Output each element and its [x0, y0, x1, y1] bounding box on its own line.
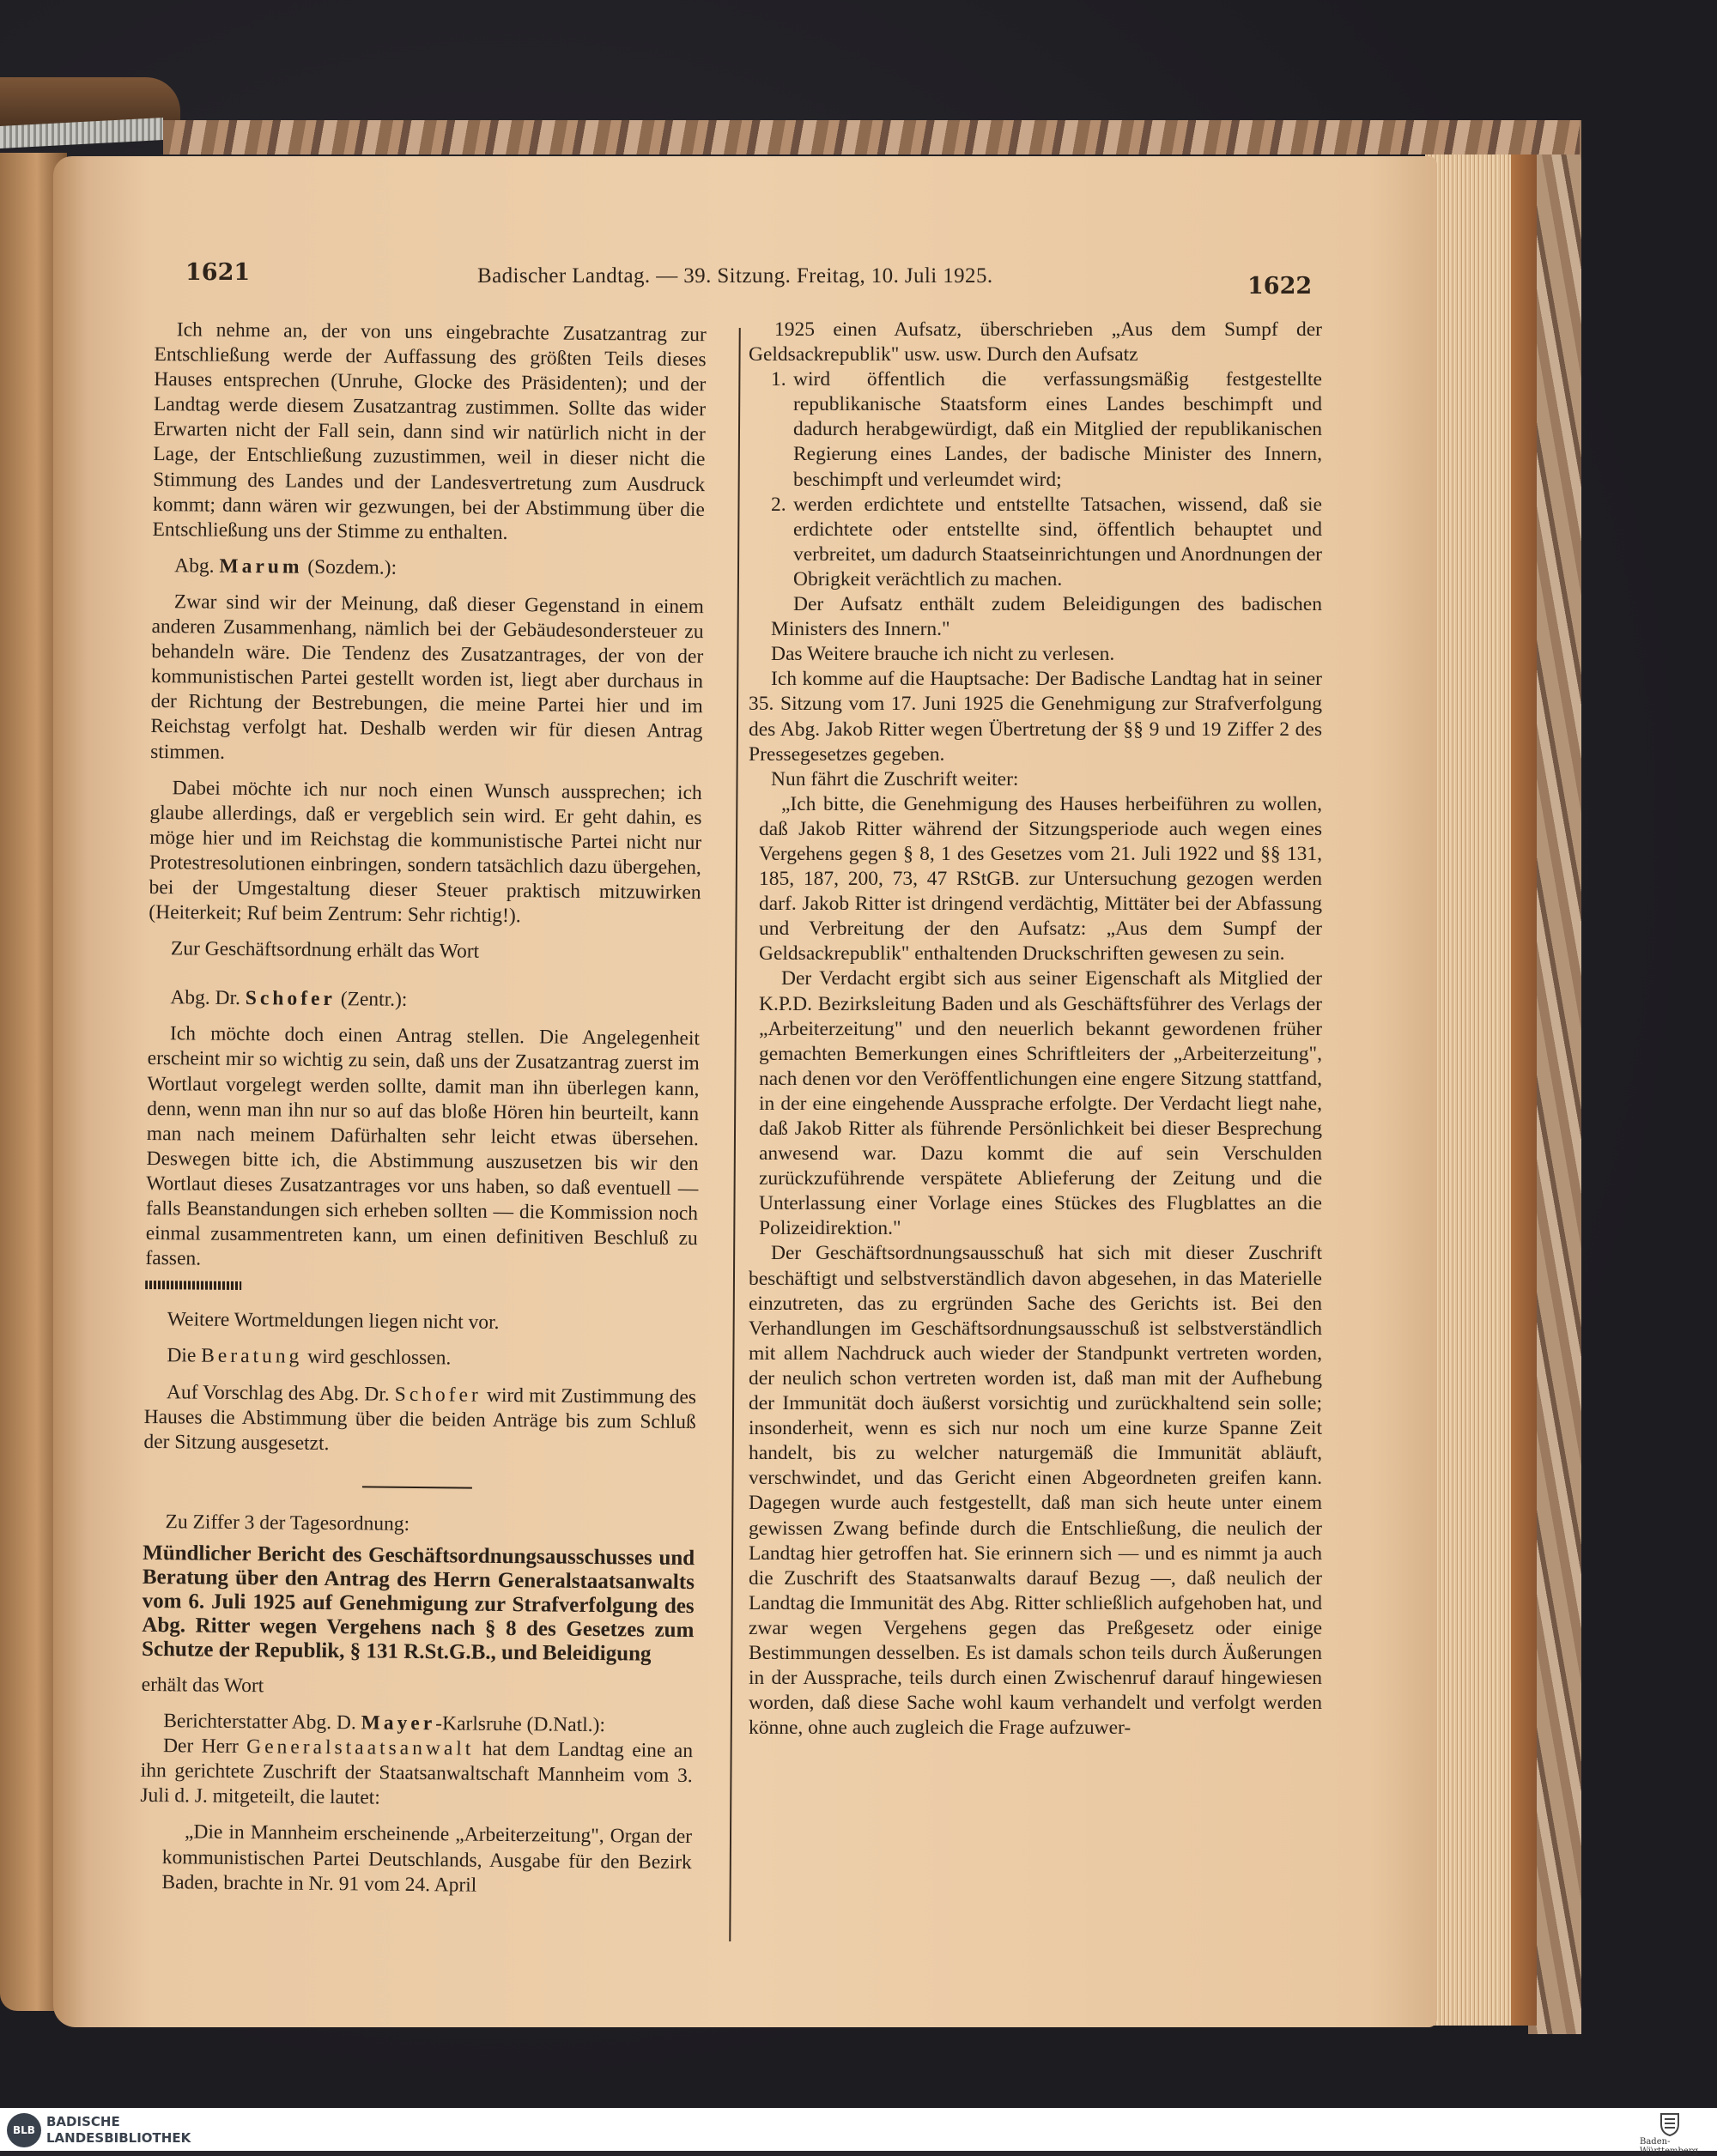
library-line-2: LANDESBIBLIOTHEK [46, 2130, 191, 2146]
paragraph: Ich möchte doch einen Antrag stellen. Die Angelegenheit erscheint mir so wichtig zu sein, daß uns der Zusatzantrag zuerst im Wortlaut vorgelegt werden sollte, damit man ihn überlegen kann, denn, wenn man ihn nur so auf das bloße Hören hin beurteilt, kann man nach meinem Dafürhalten sehr leicht etwas übersehen. Deswegen bitte ich, die Abstimmung auszusetzen bis wir den Wortlaut dieses Zusatzantrages vor uns haben, so daß eventuell — falls Beanstandungen sich erheben sollten — die Kommission noch einmal zusammentreten kann, um einen definitiven Beschluß zu fassen. [145, 1022, 701, 1270]
paragraph: Zwar sind wir der Meinung, daß dieser Gegenstand in einem anderen Zusammenhang, nämlich bei der Gebäudesondersteuer zu behandeln wäre. Die Tendenz des Zusatzantrages, der von der kommunistischen Partei gestellt worden ist, liegt aber durchaus in der Richtung der Bestrebungen, die meine Partei hier und im Reichstag verfolgt hat. Deshalb werden wir für diesen Antrag stimmen. [150, 590, 704, 764]
list-item [749, 367, 1322, 492]
blb-logo-icon[interactable]: BLB [7, 2113, 41, 2147]
coat-of-arms-icon[interactable] [1653, 2111, 1687, 2137]
paragraph: Nun fährt die Zuschrift weiter: [771, 767, 1019, 790]
quote-paragraph: „Ich bitte, die Genehmigung des Hauses herbeiführen zu wollen, daß Jakob Ritter während der Sitzungsperiode auch wegen eines Vergehens gegen § 8, 1 des Gesetzes vom 21. Juli 1922 und §§ 131, 185, 187, 200, 73, 47 RStGB. zur Untersuchung gezogen werden darf. Jakob Ritter ist dringend verdächtig, Mittäter bei der Abfassung und Verbreitung der den Aufsatz: „Aus dem Sumpf der Geldsackrepublik" enthaltenden Druckschriften gewesen zu sein. [759, 792, 1322, 966]
speaker-party: -Karlsruhe (D.Natl.): [435, 1712, 606, 1737]
paragraph [140, 1734, 693, 1814]
agenda-heading: Mündlicher Bericht des Geschäftsordnungsausschusses und Beratung über den Antrag des Herrn Generalstaatsanwalts vom 6. Juli 1925 auf Genehmigung zur Strafverfolgung des Abg. Ritter wegen Vergehens nach § 8 des Gesetzes zum Schutze der Republik, § 131 R.St.G.B., und Beleidigung [141, 1541, 695, 1666]
page-number-right: 1622 [1247, 273, 1313, 300]
right-column [749, 318, 1322, 1741]
quote-paragraph: Der Verdacht ergibt sich aus seiner Eigenschaft als Mitglied der K.P.D. Bezirksleitung Baden und als Geschäftsführer des Verlags der „Arbeiterzeitung" und den neuerlich bekannt gewordenen früher gemachten Bemerkungen eines Schriftleiters der „Arbeiterzeitung", nach denen vor den Veröffentlichungen eine engere Sitzung stattfand, in der eine eingehende Aussprache erfolgte. Der Verdacht liegt nahe, daß Jakob Ritter als führende Persönlichkeit bei dieser Besprechung anwesend war. Dazu kommt die auf sein Verschulden zurückzuführende verspätete Ablieferung der Zeitung und die Unterlassung einer Vorlage eines Stückes des Flugblattes an die Polizeidirektion." [759, 967, 1322, 1240]
list-number: 2. [771, 493, 786, 516]
paragraph: Der Geschäftsordnungsausschuß hat sich mit dieser Zuschrift beschäftigt und selbstverständlich davon abgesehen, in das Materielle einzutreten, das zu ergründen Sache des Gerichts ist. Bei den Verhandlungen im Geschäftsordnungsausschuß ist selbstverständlich mit allem Nachdruck auch wieder der Standpunkt vertreten worden, der neulich schon vertreten worden ist, daß man mit der Aufhebung der Immunität doch äußerst vorsichtig und zurückhaltend sein solle; insonderheit, wenn es sich nur noch um eine kurze Spanne Zeit handelt, bis zu welcher naturgemäß die Immunität abläuft, verschwindet, und das Gericht einen Abgeordneten greifen kann. Dagegen wurde auch festgestellt, daß man sich heute unter einem gewissen Zwang befinde durch die Entschließung, die neulich der Landtag hier getroffen hat. Sie erinnern sich — und es nimmt ja auch die Zuschrift des Staatsanwalts darauf Bezug —, daß neulich der Landtag die Immunität des Abg. Ritter schließlich aufgehoben hat, und zwar wegen Vergehens gegen das Preßgesetz oder einige Bestimmungen desselben. Es ist damals schon teils durch Äußerungen in der Aussprache, teils durch einen Zwischenruf darauf hingewiesen worden, daß diese Sache wohl kaum verhandelt und verfolgt werden könne, ohne auch zugleich die Frage aufzuwer- [749, 1242, 1322, 1740]
paragraph [144, 1343, 696, 1373]
speaker-party: (Zentr.): [340, 988, 408, 1012]
library-name[interactable] [46, 2114, 191, 2147]
paragraph: Ich komme auf die Hauptsache: Der Badische Landtag hat in seiner 35. Sitzung vom 17. Juni 1925 die Genehmigung zur Strafverfolgung des Abg. Jakob Ritter wegen Übertretung der §§ 9 und 19 Ziffer 2 des Pressegesetzes gegeben. [749, 668, 1322, 766]
list-text: wird öffentlich die verfassungsmäßig festgestellte republikanische Staatsform eines Landes beschimpft und dadurch herabgewürdigt, daß ein Mitglied der republikanischen Regierung eines Landes, der badische Minister des Innern, beschimpft und verleumdet wird; [793, 368, 1322, 491]
paragraph [143, 1380, 696, 1460]
quote-paragraph: 1925 einen Aufsatz, überschrieben „Aus dem Sumpf der Geldsackrepublik" usw. usw. Durch den Aufsatz [749, 318, 1322, 366]
list-item [749, 493, 1322, 592]
speaker-line [152, 554, 704, 584]
marbled-cover-top [163, 120, 1580, 154]
paragraph: Das Weitere brauche ich nicht zu verlesen. [771, 643, 1115, 666]
paragraph: Zu Ziffer 3 der Tagesordnung: [165, 1511, 410, 1535]
page-number-left: 1621 [185, 259, 251, 286]
paragraph: Ich nehme an, der von uns eingebrachte Zusatzantrag zur Entschließung werde der Auffassung des größten Teils dieses Hauses entsprechen (Unruhe, Glocke des Präsidenten); und der Landtag werde diesem Zusatzantrag zustimmen. Sollte das wider Erwarten nicht der Fall sein, dann sind wir natürlich nicht in der Lage, der Entschließung zuzustimmen, weil in dieser nicht die Stimmung des Landes und der Landesvertretung zum Ausdruck kommt; dann wären wir gezwungen, bei der Abstimmung über die Entschließung uns der Stimme zu enthalten. [152, 318, 707, 544]
speaker-prefix: Berichterstatter Abg. D. [163, 1710, 356, 1735]
footer-bar [0, 2108, 1717, 2156]
spaced-word: Generalstaatsanwalt [246, 1735, 475, 1760]
text-fragment: Auf Vorschlag des Abg. Dr. [166, 1380, 390, 1406]
quote-paragraph: „Die in Mannheim erscheinende „Arbeiterzeitung", Organ der kommunistischen Partei Deutschlands, Ausgabe für den Bezirk Baden, brachte in Nr. 91 vom 24. April [161, 1820, 693, 1897]
list-text: werden erdichtete und entstellte Tatsachen, wissend, daß sie erdichtete oder entstellte sind, öffentlich behauptet und verbreitet, um dadurch Staatseinrichtungen und Anordnungen der Obrigkeit verächtlich zu machen. [793, 493, 1322, 590]
text-fragment: wird mit Zustimmung des Hauses die Abstimmung über die beiden Anträge bis zum Schluß der Sitzung ausgesetzt. [143, 1384, 697, 1455]
text-fragment: hat dem Landtag eine an ihn gerichtete Zuschrift der Staatsanwaltschaft Mannheim vom 3. Juli d. J. mitgeteilt, die lautet: [140, 1737, 694, 1809]
speaker-prefix: Abg. Dr. [170, 986, 241, 1010]
speaker-party: (Sozdem.): [307, 555, 397, 579]
spaced-word: Beratung [201, 1345, 303, 1369]
scribble-mark [145, 1271, 697, 1301]
text-fragment: Die [167, 1344, 197, 1367]
list-number: 1. [771, 368, 786, 391]
paragraph: Weitere Wortmeldungen liegen nicht vor. [167, 1308, 500, 1335]
speaker-prefix: Abg. [174, 554, 215, 578]
left-column [139, 318, 707, 1900]
text-fragment: Der Herr [162, 1735, 239, 1759]
text-fragment: wird geschlossen. [307, 1346, 452, 1370]
leather-band [1511, 154, 1537, 2026]
paragraph: erhält das Wort [141, 1673, 264, 1698]
speaker-line [148, 985, 700, 1015]
partner-name: Baden-Württemberg [1640, 2137, 1699, 2156]
paragraph: Zur Geschäftsordnung erhält das Wort [170, 937, 480, 963]
speaker-name: Schofer [245, 987, 337, 1011]
section-divider [362, 1486, 472, 1488]
spaced-word: Schofer [394, 1383, 482, 1407]
pencil-scribble-icon [145, 1281, 241, 1290]
quote-paragraph: Der Aufsatz enthält zudem Beleidigungen des badischen Ministers des Innern." [771, 593, 1322, 641]
running-head: Badischer Landtag. — 39. Sitzung. Freitag, 10. Juli 1925. [477, 264, 993, 288]
paragraph: Dabei möchte ich nur noch einen Wunsch aussprechen; ich glaube allerdings, daß er vergeblich sein wird. Er geht dahin, es möge hier und im Reichstag die kommunistische Partei nicht nur Protestresolutionen einbringen, sondern tatsächlich dazu übergehen, bei der Umgestaltung dieser Steuer praktisch mitzuwirken (Heiterkeit; Ruf beim Zentrum: Sehr richtig!). [149, 776, 702, 928]
speaker-name: Marum [219, 554, 303, 578]
speaker-name: Mayer [361, 1711, 436, 1735]
library-line-1: BADISCHE [46, 2114, 120, 2129]
